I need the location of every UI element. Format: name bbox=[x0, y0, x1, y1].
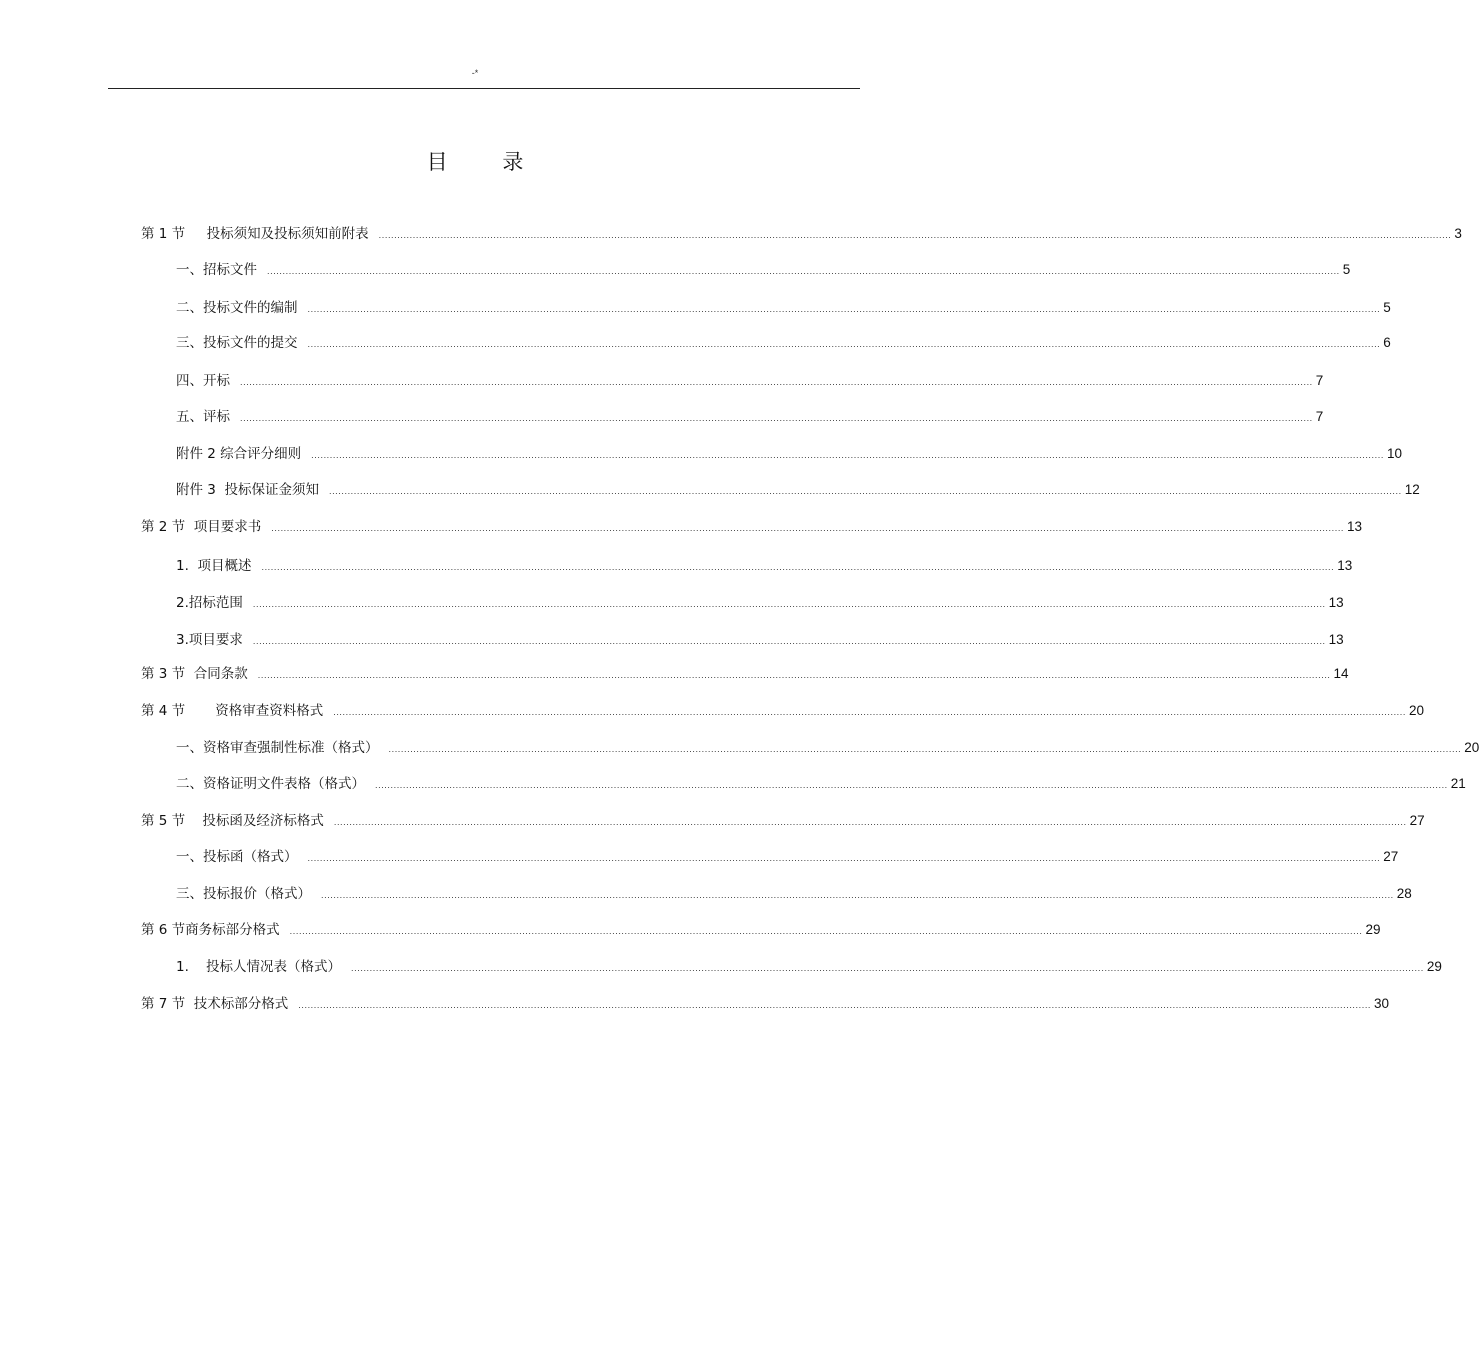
toc-page-number: 5 bbox=[1383, 300, 1391, 315]
toc-leader-dots: .......................................................................................................................................................................................................................................................................................................................................................... bbox=[333, 707, 1406, 717]
toc-page-number: 21 bbox=[1450, 776, 1466, 791]
toc-leader-dots: .......................................................................................................................................................................................................................................................................................................................................................... bbox=[298, 1000, 1372, 1010]
toc-entry[interactable] bbox=[141, 701, 1425, 721]
toc-entry[interactable] bbox=[176, 480, 1420, 500]
toc-entry-label: 五、评标 bbox=[176, 409, 230, 425]
toc-leader-dots: .......................................................................................................................................................................................................................................................................................................................................................... bbox=[240, 413, 1313, 423]
toc-page-number: 27 bbox=[1383, 849, 1399, 864]
toc-entry[interactable] bbox=[176, 371, 1324, 391]
toc-entry[interactable] bbox=[141, 994, 1390, 1014]
toc-page-number: 20 bbox=[1409, 703, 1425, 718]
toc-entry-label: 1. 项目概述 bbox=[176, 558, 252, 574]
toc-entry-label: 一、招标文件 bbox=[176, 262, 257, 278]
toc-page-number: 7 bbox=[1315, 409, 1324, 424]
toc-entry[interactable] bbox=[176, 774, 1466, 794]
toc-entry-label: 二、资格证明文件表格（格式） bbox=[176, 776, 365, 792]
toc-page-number: 13 bbox=[1328, 595, 1344, 610]
toc-entry[interactable] bbox=[176, 884, 1412, 904]
toc-entry[interactable] bbox=[141, 224, 1462, 244]
toc-entry[interactable] bbox=[176, 407, 1324, 427]
toc-entry-label: 附件 3 投标保证金须知 bbox=[176, 482, 319, 498]
toc-entry-label: 二、投标文件的编制 bbox=[176, 300, 298, 316]
toc-page-number: 29 bbox=[1426, 959, 1442, 974]
toc-entry[interactable] bbox=[176, 847, 1399, 867]
toc-leader-dots: .......................................................................................................................................................................................................................................................................................................................................................... bbox=[240, 377, 1313, 387]
toc-title: 目 录 bbox=[426, 150, 548, 174]
toc-leader-dots: .......................................................................................................................................................................................................................................................................................................................................................... bbox=[307, 339, 1381, 349]
toc-entry-label: 第 1 节 投标须知及投标须知前附表 bbox=[141, 226, 369, 242]
toc-leader-dots: .......................................................................................................................................................................................................................................................................................................................................................... bbox=[307, 304, 1381, 314]
toc-leader-dots: .......................................................................................................................................................................................................................................................................................................................................................... bbox=[307, 853, 1381, 863]
toc-leader-dots: .......................................................................................................................................................................................................................................................................................................................................................... bbox=[257, 670, 1331, 680]
toc-leader-dots: .......................................................................................................................................................................................................................................................................................................................................................... bbox=[388, 744, 1462, 754]
toc-page-number: 5 bbox=[1342, 262, 1351, 277]
toc-entry-label: 3.项目要求 bbox=[176, 632, 243, 648]
toc-entry[interactable] bbox=[176, 298, 1391, 318]
toc-page-number: 27 bbox=[1409, 813, 1425, 828]
toc-entry[interactable] bbox=[141, 920, 1381, 940]
toc-entry-label: 四、开标 bbox=[176, 373, 230, 389]
toc-page-number: 30 bbox=[1374, 996, 1390, 1011]
toc-page-number: 7 bbox=[1315, 373, 1324, 388]
toc-entry-label: 三、投标文件的提交 bbox=[176, 335, 298, 351]
toc-entry[interactable] bbox=[176, 556, 1353, 576]
toc-entry[interactable] bbox=[176, 444, 1402, 464]
toc-entry[interactable] bbox=[141, 664, 1349, 684]
toc-leader-dots: .......................................................................................................................................................................................................................................................................................................................................................... bbox=[378, 230, 1452, 240]
toc-entry-label: 三、投标报价（格式） bbox=[176, 886, 311, 902]
toc-entry-label: 1. 投标人情况表（格式） bbox=[176, 959, 342, 975]
toc-page-number: 13 bbox=[1337, 558, 1353, 573]
toc-leader-dots: .......................................................................................................................................................................................................................................................................................................................................................... bbox=[289, 926, 1363, 936]
toc-leader-dots: .......................................................................................................................................................................................................................................................................................................................................................... bbox=[321, 890, 1394, 900]
toc-entry[interactable] bbox=[141, 811, 1425, 831]
toc-leader-dots: .......................................................................................................................................................................................................................................................................................................................................................... bbox=[267, 266, 1340, 276]
header-mark: -* bbox=[471, 68, 479, 78]
toc-entry-label: 第 5 节 投标函及经济标格式 bbox=[141, 813, 324, 829]
toc-entry-label: 第 4 节 资格审查资料格式 bbox=[141, 703, 324, 719]
toc-leader-dots: .......................................................................................................................................................................................................................................................................................................................................................... bbox=[271, 523, 1345, 533]
toc-leader-dots: .......................................................................................................................................................................................................................................................................................................................................................... bbox=[252, 599, 1326, 609]
toc-leader-dots: .......................................................................................................................................................................................................................................................................................................................................................... bbox=[375, 780, 1448, 790]
toc-page-number: 29 bbox=[1365, 922, 1381, 937]
toc-entry[interactable] bbox=[176, 630, 1344, 650]
toc-entry-label: 2.招标范围 bbox=[176, 595, 243, 611]
toc-page-number: 12 bbox=[1404, 482, 1420, 497]
toc-leader-dots: .......................................................................................................................................................................................................................................................................................................................................................... bbox=[311, 450, 1384, 460]
toc-page-number: 13 bbox=[1328, 632, 1344, 647]
toc-leader-dots: .......................................................................................................................................................................................................................................................................................................................................................... bbox=[328, 486, 1402, 496]
toc-entry-label: 第 2 节 项目要求书 bbox=[141, 519, 262, 535]
toc-page-number: 13 bbox=[1347, 519, 1363, 534]
toc-entry[interactable] bbox=[176, 593, 1344, 613]
toc-leader-dots: .......................................................................................................................................................................................................................................................................................................................................................... bbox=[351, 963, 1424, 973]
toc-entry-label: 第 3 节 合同条款 bbox=[141, 666, 248, 682]
toc-page-number: 28 bbox=[1396, 886, 1412, 901]
toc-page-number: 14 bbox=[1333, 666, 1349, 681]
toc-leader-dots: .......................................................................................................................................................................................................................................................................................................................................................... bbox=[333, 817, 1407, 827]
toc-entry[interactable] bbox=[176, 738, 1479, 758]
toc-entry-label: 附件 2 综合评分细则 bbox=[176, 446, 302, 462]
toc-entry[interactable] bbox=[176, 957, 1442, 977]
toc-entry[interactable] bbox=[176, 260, 1351, 280]
toc-page-number: 20 bbox=[1464, 740, 1479, 755]
toc-entry[interactable] bbox=[176, 333, 1391, 353]
toc-page-number: 6 bbox=[1383, 335, 1391, 350]
toc-page-number: 3 bbox=[1454, 226, 1462, 241]
toc-leader-dots: .......................................................................................................................................................................................................................................................................................................................................................... bbox=[261, 562, 1335, 572]
toc-page-number: 10 bbox=[1386, 446, 1402, 461]
toc-leader-dots: .......................................................................................................................................................................................................................................................................................................................................................... bbox=[252, 636, 1326, 646]
toc-entry-label: 一、投标函（格式） bbox=[176, 849, 298, 865]
toc-entry-label: 第 7 节 技术标部分格式 bbox=[141, 996, 289, 1012]
toc-entry-label: 第 6 节商务标部分格式 bbox=[141, 922, 280, 938]
toc-entry-label: 一、资格审查强制性标准（格式） bbox=[176, 740, 379, 756]
toc-entry[interactable] bbox=[141, 517, 1363, 537]
